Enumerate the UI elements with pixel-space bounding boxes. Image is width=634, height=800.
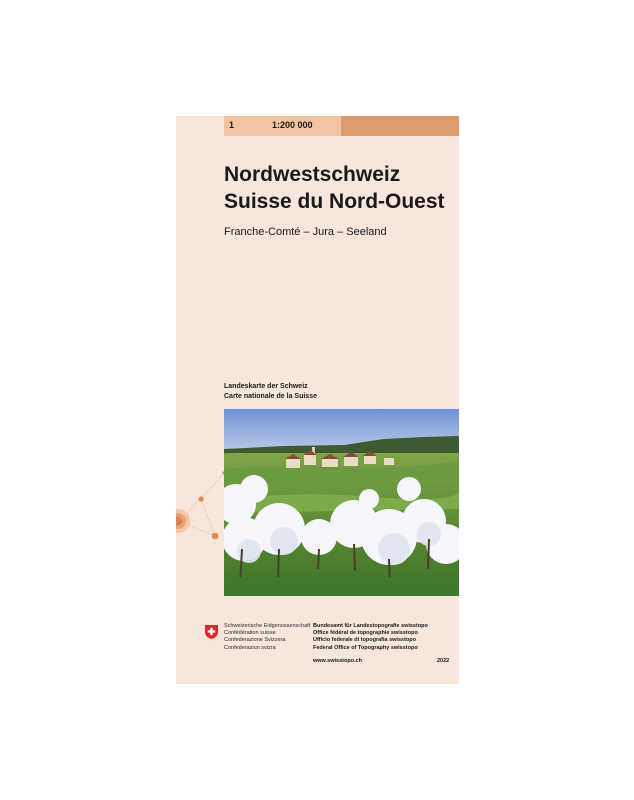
top-bar-dark-segment [341, 116, 459, 136]
map-title [224, 161, 445, 215]
title-german: Nordwestschweiz [224, 163, 401, 186]
map-cover [176, 116, 459, 684]
swiss-shield-icon [205, 625, 218, 639]
title-french: Suisse du Nord-Ouest [224, 190, 445, 213]
cover-photo-blossoming-orchard [224, 409, 459, 596]
top-bar [176, 116, 459, 136]
series-german: Landeskarte der Schweiz [224, 383, 308, 390]
confederation-names: Schweizerische Eidgenossenschaft Confédération suisse Confederazione Svizzera Confederaziun svizra [224, 623, 311, 651]
edition-year: 2022 [437, 658, 450, 664]
map-subtitle: Franche-Comté – Jura – Seeland [224, 226, 387, 238]
series-name [224, 382, 317, 402]
website-link[interactable]: www.swisstopo.ch [313, 658, 362, 664]
map-number: 1 [229, 120, 235, 130]
map-scale: 1:200 000 [272, 120, 313, 130]
federal-office-names: Bundesamt für Landestopografie swisstopo Office fédéral de topographie swisstopo Ufficio federale di topografia swisstopo Federal Office of Topography swisstopo [313, 623, 428, 651]
series-french: Carte nationale de la Suisse [224, 393, 317, 400]
decorative-dots-graphic [176, 461, 224, 551]
